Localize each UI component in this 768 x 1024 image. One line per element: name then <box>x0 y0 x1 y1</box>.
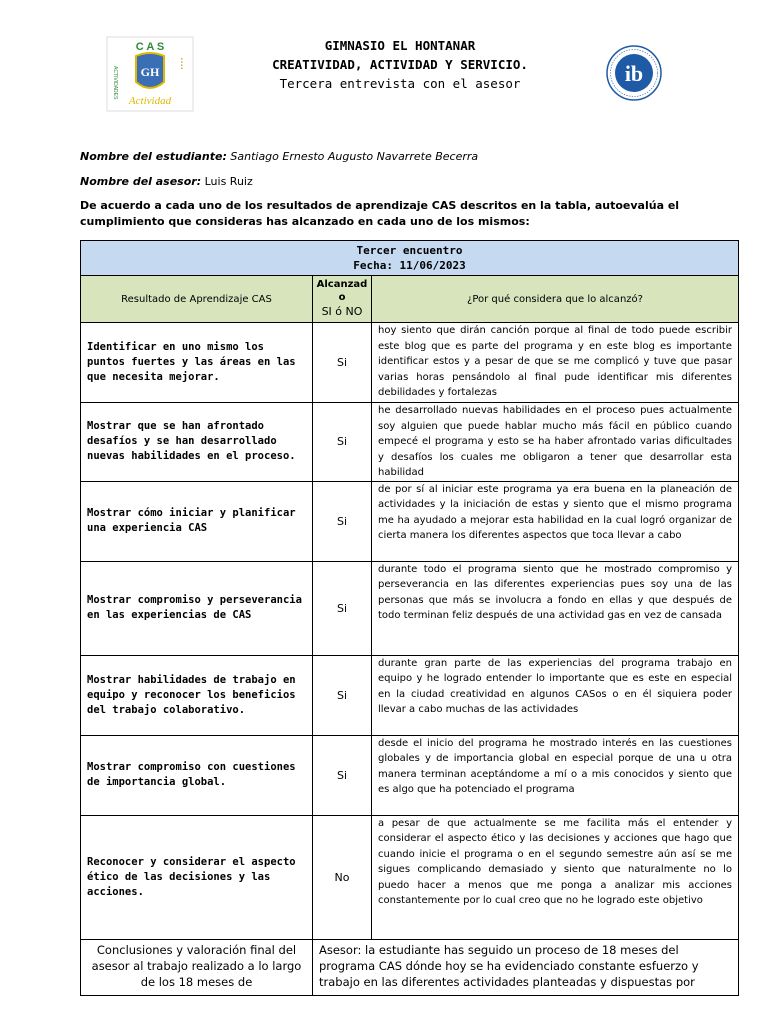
row-why: hoy siento que dirán canción porque al final de todo puede escribir este blog que es parte del programa y en este blog es importante identificar estos y a pesar de que se me complicó y tuve que pasar varias horas pensándolo al final pude identificar mis diferentes debilidades y fortalezas <box>372 323 739 403</box>
student-name-line <box>80 150 478 163</box>
ib-logo <box>598 44 670 102</box>
col-header-result: Resultado de Aprendizaje CAS <box>81 276 313 323</box>
cas-outcomes-table <box>80 240 739 996</box>
instructions: De acuerdo a cada uno de los resultados de aprendizaje CAS descritos en la tabla, autoevalúa el cumplimiento que consideras has alcanzado en cada uno de los mismos: <box>80 199 680 228</box>
table-row <box>81 481 739 561</box>
row-why: de por sí al iniciar este programa ya era buena en la planeación de actividades y la iniciación de estas y siento que el mismo programa me ha ayudado a mejorar esta habilidad en la cual logró organizar de cierta manera los diferentes aspectos que toca llevar a cabo <box>372 481 739 561</box>
row-result: Mostrar compromiso con cuestiones de importancia global. <box>81 735 313 815</box>
cas-logo-badge: GH <box>140 65 160 79</box>
col-header-achieved-line1: Alcanzad <box>316 279 368 290</box>
table-row <box>81 815 739 939</box>
conclusion-row <box>81 939 739 995</box>
row-achieved: Si <box>313 735 372 815</box>
svg-text:• • • •: • • • • <box>178 58 184 70</box>
row-result: Mostrar cómo iniciar y planificar una experiencia CAS <box>81 481 313 561</box>
row-why: durante todo el programa siento que he mostrado compromiso y perseverancia en las diferentes experiencias pues soy una de las personas que más se involucra a fondo en ellas y que después de todo terminan feliz después de una actividad gas en vez de cansada <box>372 561 739 655</box>
student-name-value: Santiago Ernesto Augusto Navarrete Becerra <box>230 150 479 163</box>
cas-logo <box>106 36 194 112</box>
row-achieved: Si <box>313 403 372 482</box>
encounter-header <box>81 241 739 276</box>
row-result: Mostrar compromiso y perseverancia en las experiencias de CAS <box>81 561 313 655</box>
student-name-label: Nombre del estudiante: <box>80 150 227 163</box>
ib-logo-letters: ib <box>624 61 644 86</box>
encounter-title: Tercer encuentro <box>356 244 463 257</box>
table-row <box>81 403 739 482</box>
document-subtitle: Tercera entrevista con el asesor <box>279 76 521 91</box>
row-result: Mostrar que se han afrontado desafíos y se han desarrollado nuevas habilidades en el proceso. <box>81 403 313 482</box>
col-header-achieved-line3: SI ó NO <box>321 305 363 318</box>
advisor-name-value: Luis Ruiz <box>204 175 253 188</box>
row-why: desde el inicio del programa he mostrado interés en las cuestiones globales y de importancia global en especial porque de una u otra manera terminan aceptándome a mí o a mis conocidos y siento que es algo que ha potenciado el programa <box>372 735 739 815</box>
row-result: Identificar en uno mismo los puntos fuertes y las áreas en las que necesita mejorar. <box>81 323 313 403</box>
advisor-name-label: Nombre del asesor: <box>80 175 202 188</box>
program-name: CREATIVIDAD, ACTIVIDAD Y SERVICIO. <box>272 57 528 72</box>
row-result: Mostrar habilidades de trabajo en equipo y reconocer los beneficios del trabajo colaborativo. <box>81 655 313 735</box>
advisor-comment: Asesor: la estudiante has seguido un proceso de 18 meses del programa CAS dónde hoy se ha evidenciado constante esfuerzo y trabajo en las diferentes actividades planteadas y dispuestas por <box>313 939 739 995</box>
row-why: a pesar de que actualmente se me facilita más el entender y considerar el aspecto ético y las decisiones y acciones que hago que cuando inicie el programa o en el segundo semestre aún así se me sigues complicando demasiado y siento que naturalmente no lo puedo hacer a menos que me ponga a analizar mis acciones constantemente por lo cual creo que no he logrado este objetivo <box>372 815 739 939</box>
row-achieved: Si <box>313 655 372 735</box>
row-achieved: Si <box>313 561 372 655</box>
row-achieved: No <box>313 815 372 939</box>
cas-logo-text: C A S <box>135 41 165 53</box>
table-row <box>81 735 739 815</box>
row-achieved: Si <box>313 323 372 403</box>
table-row <box>81 655 739 735</box>
row-achieved: Si <box>313 481 372 561</box>
encounter-date: Fecha: 11/06/2023 <box>353 259 466 272</box>
row-result: Reconocer y considerar el aspecto ético de las decisiones y las acciones. <box>81 815 313 939</box>
row-why: durante gran parte de las experiencias del programa trabajo en equipo y he logrado entender lo importante que es este en especial en la ciudad creatividad en algunos CASos o en él siquiera poder llevar a cabo muchas de las actividades <box>372 655 739 735</box>
school-name: GIMNASIO EL HONTANAR <box>324 38 476 53</box>
cas-logo-ring: ACTIVIDADES <box>112 66 118 100</box>
col-header-achieved-line2: o <box>338 292 346 303</box>
col-header-why: ¿Por qué considera que lo alcanzó? <box>372 276 739 323</box>
cas-logo-bottom: Actividad <box>128 95 172 107</box>
table-row <box>81 323 739 403</box>
advisor-name-line <box>80 175 253 188</box>
col-header-achieved <box>313 276 372 323</box>
table-row <box>81 561 739 655</box>
conclusion-label: Conclusiones y valoración final del asesor al trabajo realizado a lo largo de los 18 meses de <box>81 939 313 995</box>
row-why: he desarrollado nuevas habilidades en el proceso pues actualmente soy alguien que puede hablar mucho más fácil en público cuando empecé el programa y esto se ha haber afrontado varias dificultades y desafíos los cuales me obligaron a tener que desarrollar esta habilidad <box>372 403 739 482</box>
